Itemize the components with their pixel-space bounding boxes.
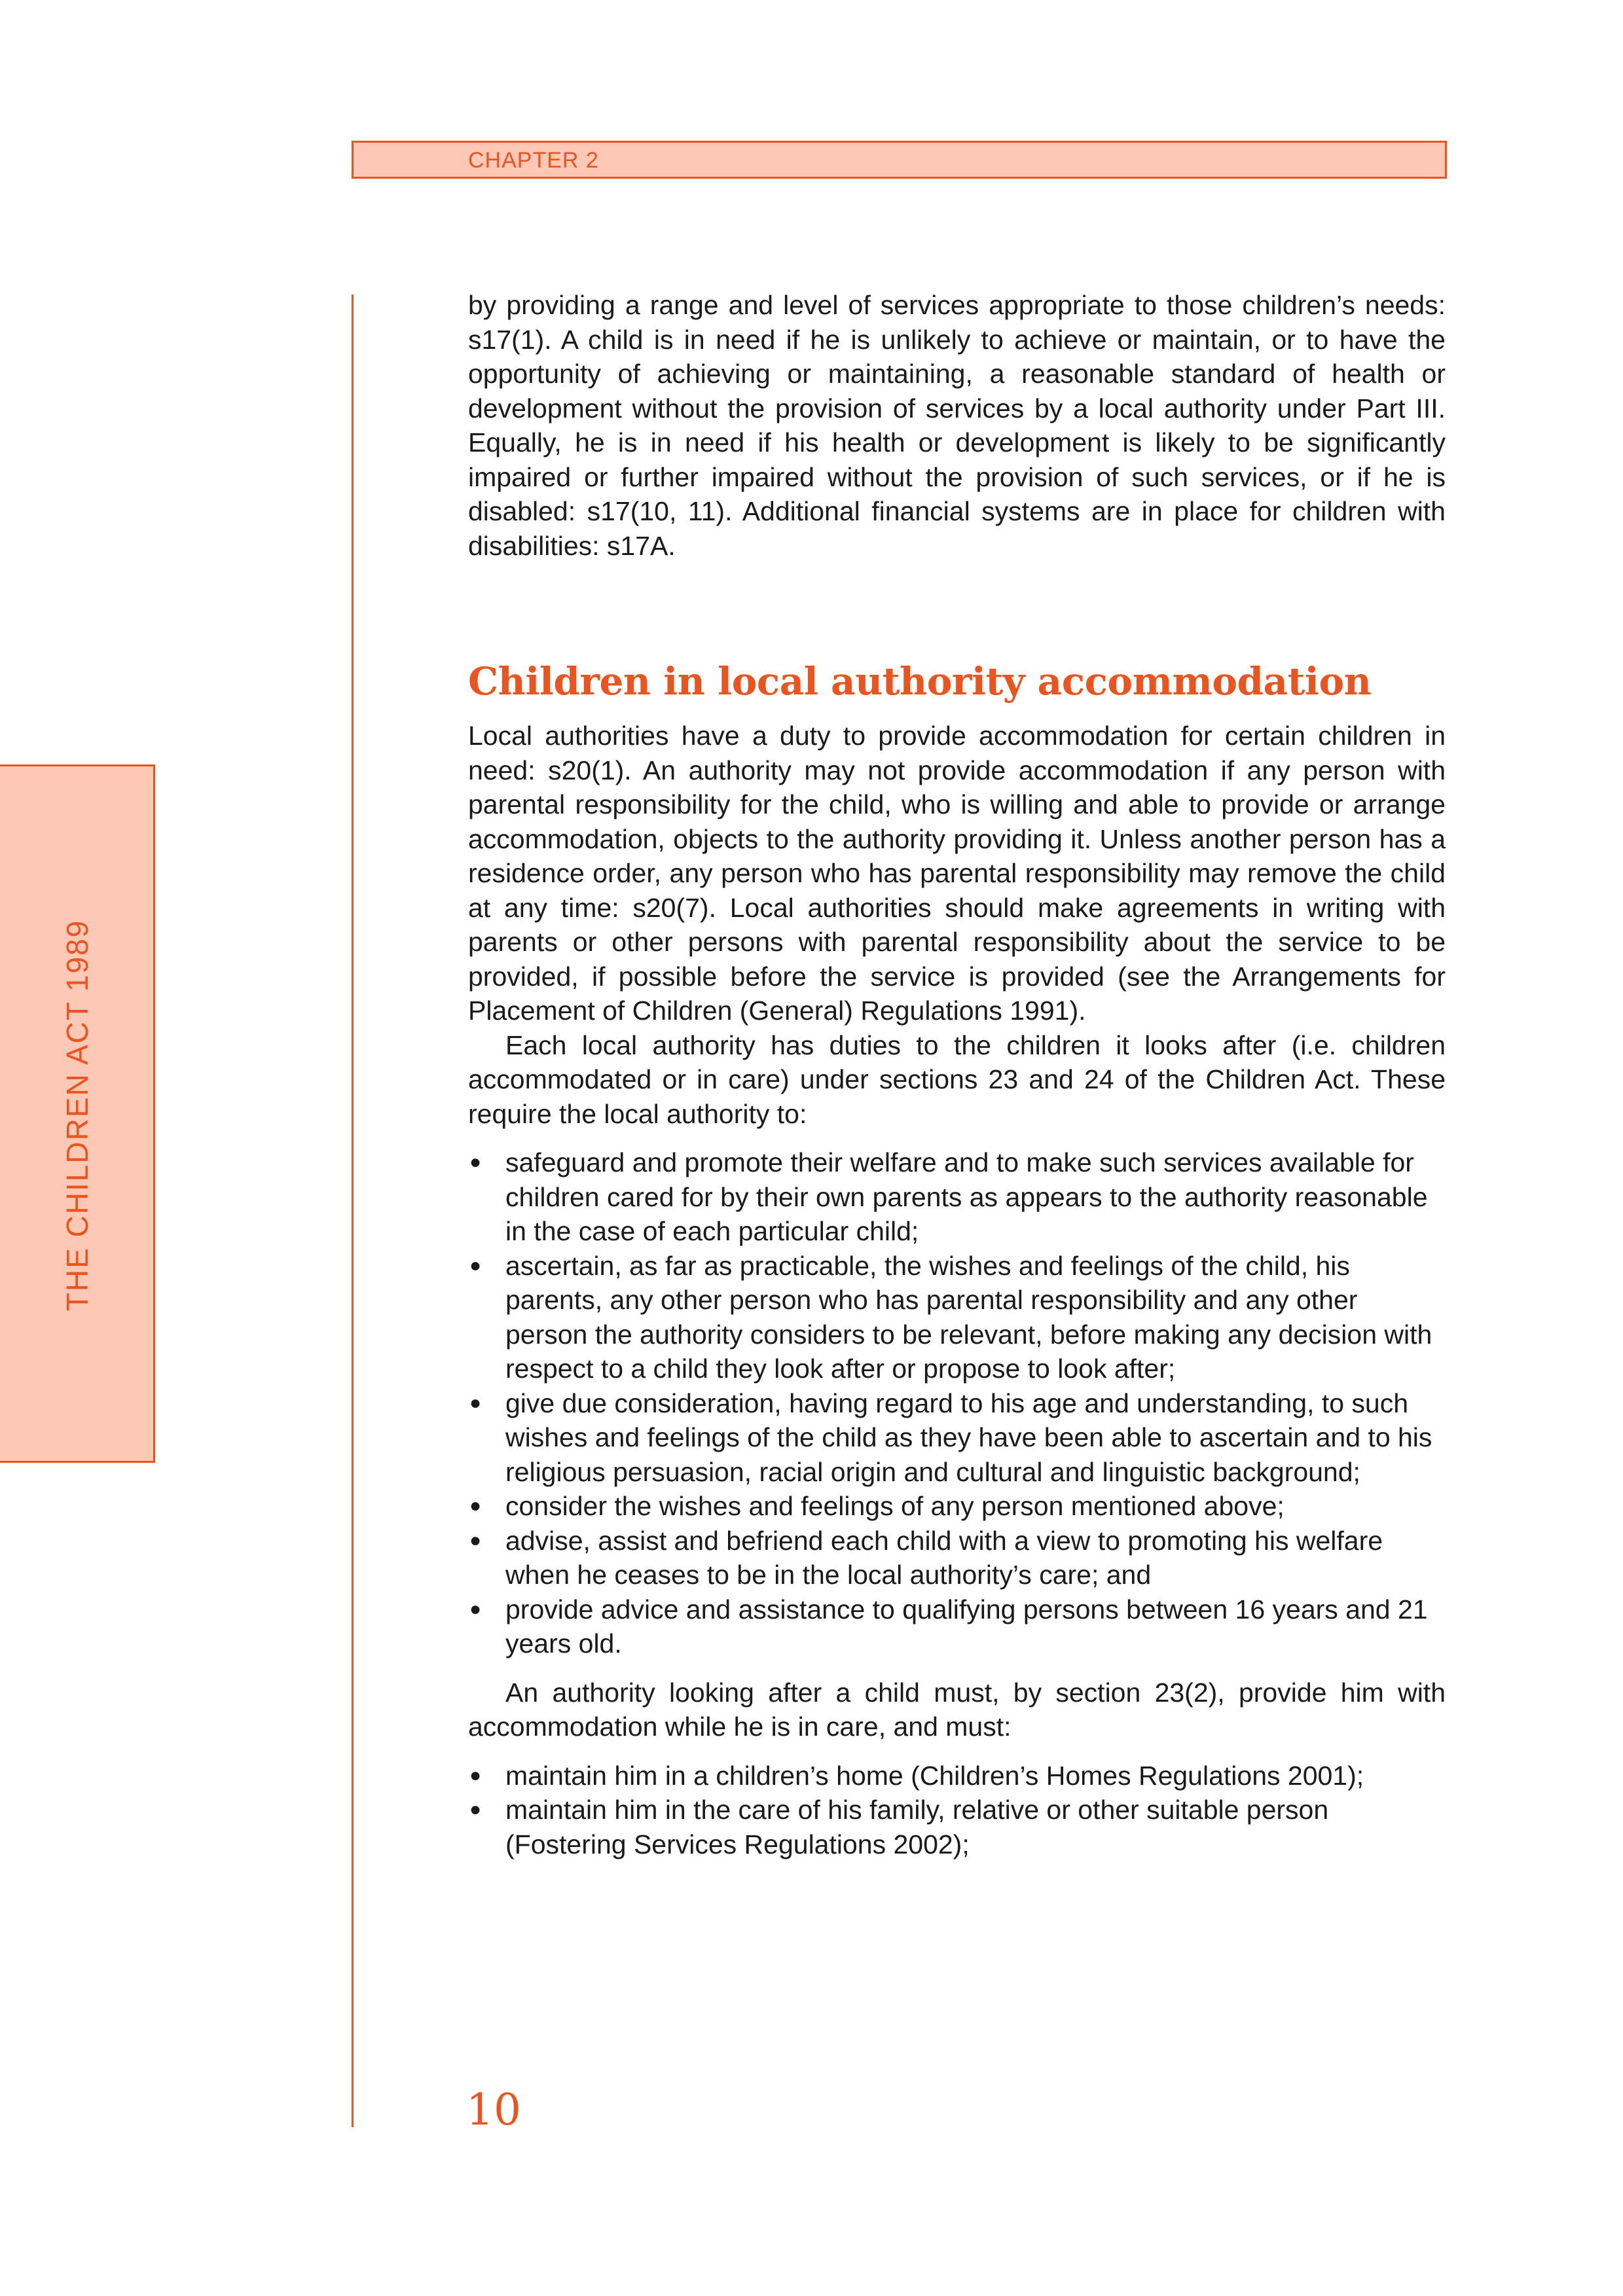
section-paragraph-1: Local authorities have a duty to provide accommodation for certain children in need: s20(1). An authority may not provide accommodation if any person with parental responsibility for the child, who is willing and able to provide or arrange accommodation, objects to the authority providing it. Unless another person has a residence order, any person who has parental responsibility may remove the child at any time: s20(7). Local authorities should make agreements in writing with parents or other persons with parental responsibility about the service to be provided, if possible before the service is provided (see the Arrangements for Placement of Children (General) Regulations 1991).: [468, 721, 1446, 1026]
list-item-text: safeguard and promote their welfare and to make such services available for children cared for by their own parents as appears to the authority reasonable in the case of each particular child;: [505, 1147, 1428, 1246]
bullet-icon: ●: [469, 1764, 482, 1786]
bullet-icon: ●: [469, 1598, 482, 1620]
page-number: 10: [466, 2085, 521, 2135]
list-item-text: advise, assist and befriend each child with a view to promoting his welfare when he ceases to be in the local authority’s care; and: [505, 1525, 1383, 1590]
list-item: [468, 1386, 1446, 1490]
intro-paragraph: by providing a range and level of services appropriate to those children’s needs: s17(1). A child is in need if he is unlikely to achieve or maintain, or to have the opportunity of achieving or maintaining, a reasonable standard of health or development without the provision of services by a local authority under Part III. Equally, he is in need if his health or development is likely to be significantly impaired or further impaired without the provision of such services, or if he is disabled: s17(10, 11). Additional financial systems are in place for children with disabilities: s17A.: [468, 290, 1446, 561]
margin-rule: [352, 295, 354, 2127]
duties-list: [468, 1145, 1446, 1661]
section-heading: Children in local authority accommodation: [468, 659, 1372, 704]
bullet-icon: ●: [469, 1799, 482, 1820]
bullet-icon: ●: [469, 1529, 482, 1551]
side-tab: [0, 764, 155, 1463]
list-item-text: maintain him in the care of his family, relative or other suitable person (Fostering Services Regulations 2002);: [505, 1795, 1329, 1859]
list-item: [468, 1489, 1446, 1524]
list-item: [468, 1145, 1446, 1249]
bullet-icon: ●: [469, 1151, 482, 1173]
list-item: [468, 1524, 1446, 1592]
chapter-label: CHAPTER 2: [468, 148, 599, 173]
accommodation-list: [468, 1759, 1446, 1862]
list-item: [468, 1249, 1446, 1386]
list-item-text: give due consideration, having regard to his age and understanding, to such wishes and feelings of the child as they have been able to ascertain and to his religious persuasion, racial origin and cultural and linguistic background;: [505, 1388, 1432, 1487]
section-paragraph-2: Each local authority has duties to the children it looks after (i.e. children accommodated or in care) under sections 23 and 24 of the Children Act. These require the local authority to:: [468, 1030, 1446, 1129]
list-item-text: ascertain, as far as practicable, the wishes and feelings of the child, his parents, any other person who has parental responsibility and any other person the authority considers to be relevant, before making any decision with respect to a child they look after or propose to look after;: [505, 1250, 1432, 1384]
main-content: [468, 288, 1446, 1876]
list-item: [468, 1592, 1446, 1661]
bullet-icon: ●: [469, 1391, 482, 1414]
chapter-header-bar: [352, 141, 1447, 179]
bullet-icon: ●: [469, 1254, 482, 1276]
list-item: [468, 1759, 1446, 1793]
list-item-text: provide advice and assistance to qualifying persons between 16 years and 21 years old.: [505, 1594, 1428, 1659]
list-item-text: maintain him in a children’s home (Children’s Homes Regulations 2001);: [505, 1760, 1364, 1791]
bullet-icon: ●: [469, 1495, 482, 1516]
section-paragraph-3: An authority looking after a child must, by section 23(2), provide him with accommodation while he is in care, and must:: [468, 1677, 1446, 1742]
list-item-text: consider the wishes and feelings of any person mentioned above;: [505, 1491, 1285, 1521]
side-tab-title: THE CHILDREN ACT 1989: [60, 919, 94, 1312]
list-item: [468, 1793, 1446, 1861]
